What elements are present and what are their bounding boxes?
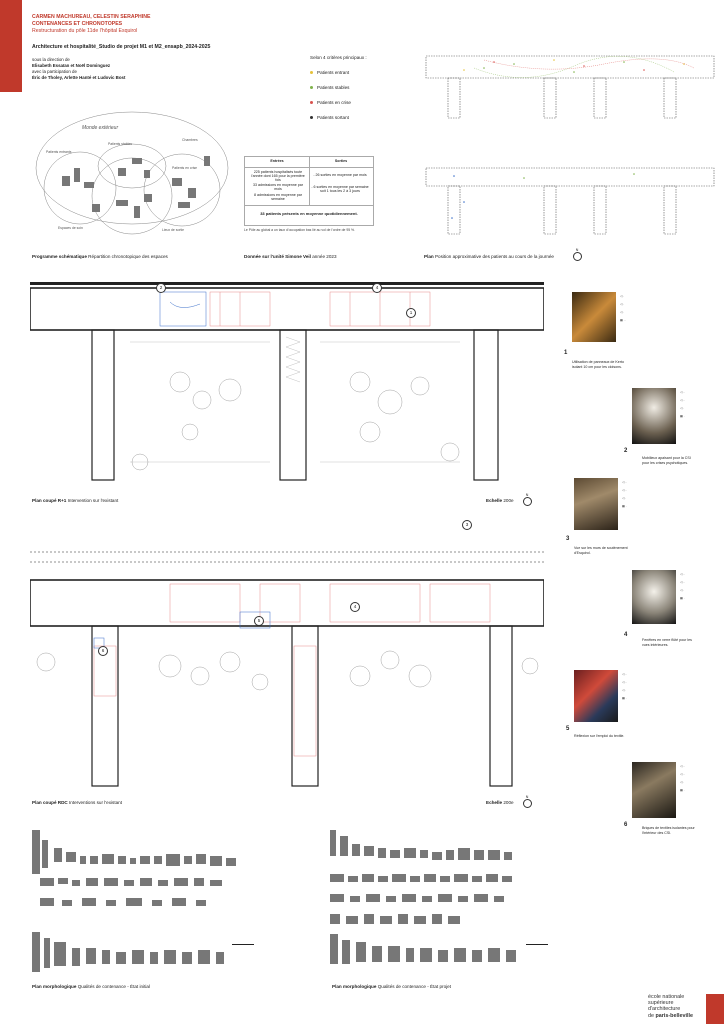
- photo-textile-bricks: [632, 762, 676, 818]
- north-arrow: N: [522, 795, 532, 808]
- legend-dot: [310, 71, 313, 74]
- caption-echelle-r1: Echelle 200e: [486, 498, 514, 503]
- photo-number: 4: [624, 632, 628, 638]
- plan-marker: 4: [350, 602, 360, 612]
- plan-marker: 3: [462, 520, 472, 530]
- caption-echelle-rdc: Echelle 200e: [486, 800, 514, 805]
- plan-marker: 5: [254, 616, 264, 626]
- diagram-outer-label: Monde extérieur: [82, 125, 119, 131]
- stats-col2-title: Sorties: [334, 159, 348, 163]
- stats-col1-title: Entrées: [270, 159, 284, 163]
- stats-col1-line: 8 admissions en moyenne par semaine: [254, 193, 302, 201]
- diagram-label-sortie: Lieux de sortie: [162, 228, 185, 232]
- stats-divider: [245, 205, 373, 206]
- plan-marker: 4: [372, 283, 382, 293]
- legend-dot: [310, 101, 313, 104]
- diagram-label-chambres: Chambres: [182, 138, 198, 142]
- legend-dot: [310, 86, 313, 89]
- participants: Éric de Tholey, Arlette Hanté et Ludovic Bost: [32, 75, 126, 80]
- caption-programme: Programme schématique Répartition chronotopique des espaces: [32, 254, 168, 259]
- stats-divider: [245, 167, 373, 168]
- sound-icons: ◁ ·· ◁ ·· ◁ · ▦ ·: [622, 480, 628, 508]
- stats-col2-line: - 26 sorties en moyenne par mois: [313, 173, 367, 177]
- authors: CARMEN MACHUREAU, CELESTIN SERAPHINE: [32, 14, 151, 20]
- morpho-plan-project: [330, 828, 560, 974]
- photo-caption: Fenêtres en verre flûté pour les vues intérieures.: [642, 638, 692, 647]
- north-arrow: N: [572, 248, 582, 261]
- stats-summary: 33 patients présents en moyenne quotidiennement.: [260, 211, 358, 216]
- photo-furniture: [632, 388, 676, 444]
- programme-diagram: [32, 108, 242, 248]
- sound-icons: ◁ ·· ◁ ·· ◁ · ▦ ·: [680, 390, 686, 418]
- legend-intro: Selon 4 critères principaux :: [310, 55, 367, 60]
- photo-fluted-glass: [632, 570, 676, 624]
- stats-note: Le Pôle au global a un taux d'occupation bas lié au vol de l'ordre de 95 %.: [244, 228, 356, 232]
- stats-col1-line: 33 admissions en moyenne par mois: [253, 183, 303, 191]
- photo-retaining-walls: [574, 478, 618, 530]
- caption-morpho-initial: Plan morphologique Qualités de contenance - État initial: [32, 984, 150, 989]
- direction-label: sous la direction de: [32, 57, 70, 62]
- sound-icons: ◁ ·· ◁ ·· ◁ · ▦ ·: [680, 572, 686, 600]
- directors: Elisabeth Essaïan et Noël Dominguez: [32, 63, 111, 68]
- patient-position-plan-bottom: [424, 162, 716, 238]
- photo-number: 6: [624, 822, 628, 828]
- course-title: Architecture et hospitalité_Studio de projet M1 et M2_ensapb_2024-2025: [32, 44, 211, 50]
- patient-legend: [310, 52, 410, 123]
- participation-label: avec la participation de: [32, 69, 77, 74]
- caption-morpho-project: Plan morphologique Qualités de contenance - État projet: [332, 984, 451, 989]
- stats-divider: [309, 157, 310, 205]
- plan-marker: 1: [406, 308, 416, 318]
- north-arrow: N: [522, 493, 532, 506]
- diagram-label-soin: Espaces de soin: [58, 226, 83, 230]
- photo-number: 5: [566, 726, 570, 732]
- legend-item-entrant: Patients entrant: [310, 67, 410, 78]
- school-accent-bar: [706, 994, 724, 1024]
- project-title: CONTENANCES ET CHRONOTOPES: [32, 21, 123, 27]
- legend-item-sortant: Patients sortant: [310, 112, 410, 123]
- sound-icons: ◁ · ◁ · ◁ · ▦ ··: [620, 294, 626, 322]
- photo-number: 3: [566, 536, 570, 542]
- caption-donnee: Donnée sur l'unité Simone Veil année 2023: [244, 254, 337, 259]
- photo-number: 1: [564, 350, 568, 356]
- photo-textile: [574, 670, 618, 722]
- photo-caption: Utilisation de panneaux de Kerto isolant 10 cm pour les cloisons.: [572, 360, 624, 369]
- stats-col2-line: - 6 sorties en moyenne par semaine soit 1 tous les 2 à 3 jours: [311, 185, 369, 193]
- plan-rdc: [30, 546, 544, 790]
- photo-kerto-panels: [572, 292, 616, 342]
- project-subtitle: Restructuration du pôle 11de l'hôpital Esquirol: [32, 28, 138, 34]
- sound-icons: ◁ ·· ◁ ·· ◁ · ▦ ·: [680, 764, 686, 792]
- diagram-label-stables: Patients stables: [108, 142, 132, 146]
- legend-item-crise: Patients en crise: [310, 97, 410, 108]
- photo-caption: Réflexion sur l'emploi du textile.: [574, 734, 625, 738]
- stats-table: [244, 156, 374, 226]
- plan-marker: 2: [156, 283, 166, 293]
- photo-caption: Vue sur les murs de soutènement d'Esquirol.: [574, 546, 628, 555]
- sound-icons: ◁ ·· ◁ ·· ◁ · ▦ ·: [622, 672, 628, 700]
- plan-marker: 6: [98, 646, 108, 656]
- morpho-plan-initial: [32, 828, 262, 974]
- stats-col1-line: 225 patients hospitalisés toute l'année dont 165 pour la première fois: [251, 170, 305, 182]
- school-logo: école nationale supérieure d'architecture de paris-belleville: [648, 994, 693, 1019]
- header-block: [32, 14, 210, 81]
- photo-caption: Briques de textiles isolantes pour l'intérieur des CSI.: [642, 826, 695, 835]
- legend-item-stables: Patients stables: [310, 82, 410, 93]
- photo-number: 2: [624, 448, 628, 454]
- caption-plan-r1: Plan coupé R+1 Intervention sur l'existant: [32, 498, 119, 503]
- diagram-label-crise: Patients en crise: [172, 166, 198, 170]
- caption-plan-rdc: Plan coupé RDC Interventions sur l'existant: [32, 800, 122, 805]
- patient-position-plan-top: [424, 48, 716, 122]
- plan-r1: [30, 282, 544, 488]
- caption-plan-positions: Plan Position approximative des patients au cours de la journée: [424, 254, 554, 259]
- header-accent-bar: [0, 0, 22, 92]
- diagram-label-entrants: Patients entrants: [46, 150, 72, 154]
- photo-caption: Mobilieux apaisant pour la CSI pour les crises psychotiques.: [642, 456, 691, 465]
- legend-dot: [310, 116, 313, 119]
